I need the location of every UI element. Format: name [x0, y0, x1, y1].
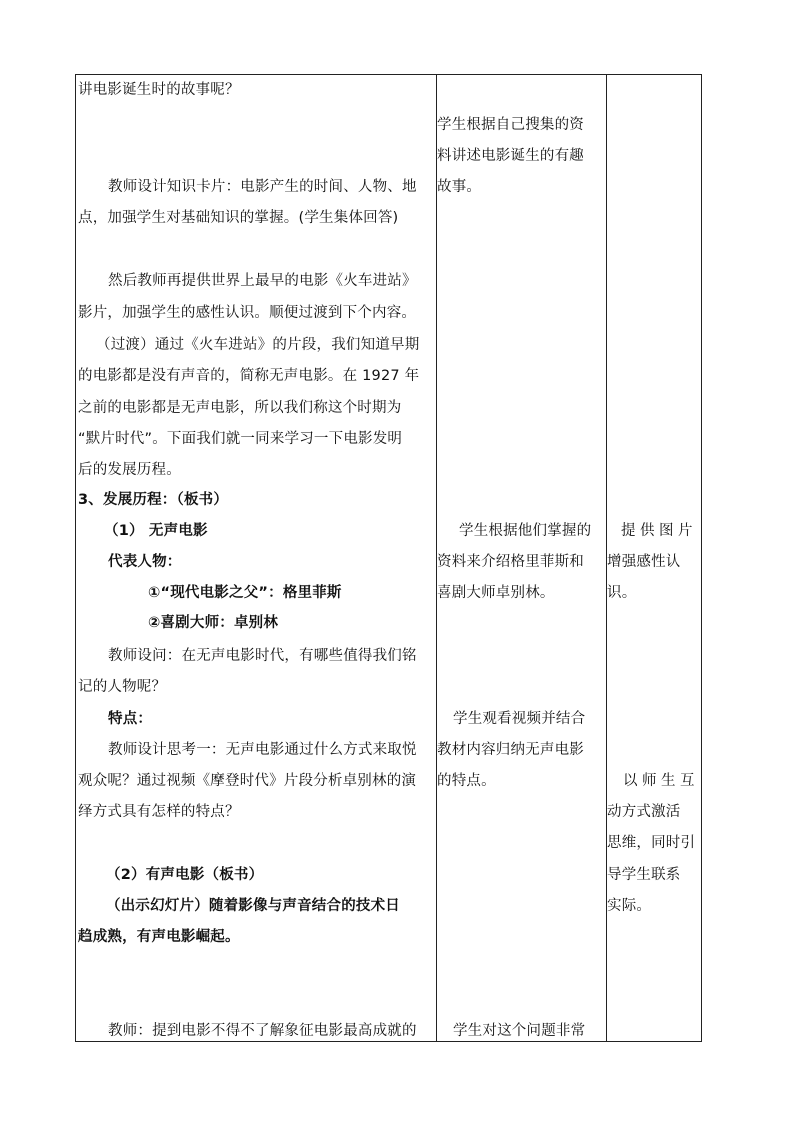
- subsection-heading: （2）有声电影（板书）: [106, 867, 264, 883]
- text-line: 代表人物：: [108, 554, 182, 570]
- text-line: 的电影都是没有声音的，简称无声电影。在 1927 年: [78, 368, 420, 384]
- text-line: （过渡）通过《火车进站》的片段，我们知道早期: [96, 337, 420, 353]
- text-line: 的特点。: [437, 773, 496, 789]
- list-item: ②喜剧大师：卓别林: [148, 615, 279, 631]
- text-line: 思维，同时引: [607, 835, 696, 851]
- text-line: 料讲述电影诞生的有趣: [437, 148, 584, 164]
- text-line: 动方式激活: [607, 804, 681, 820]
- text-line: 资料来介绍格里菲斯和: [437, 554, 584, 570]
- design-intent-column: [607, 75, 702, 1041]
- text-line: 绎方式具有怎样的特点？: [78, 804, 240, 820]
- text-line: 教师设问：在无声电影时代，有哪些值得我们铭: [108, 648, 417, 664]
- text-line: 喜剧大师卓别林。: [437, 585, 555, 601]
- text-line: 点，加强学生对基础知识的掌握。(学生集体回答): [78, 210, 399, 226]
- text-line: 特点：: [108, 711, 153, 727]
- text-line: 提供图片: [621, 523, 697, 539]
- text-line: 故事。: [437, 179, 482, 195]
- text-line: 导学生联系: [607, 867, 681, 883]
- text-line: 观众呢？通过视频《摩登时代》片段分析卓别林的演: [78, 773, 417, 789]
- text-line: 教师：提到电影不得不了解象征电影最高成就的: [108, 1023, 417, 1039]
- lesson-plan-table: [75, 74, 702, 1042]
- text-line: 以师生互: [623, 773, 699, 789]
- text-line: 实际。: [607, 898, 652, 914]
- text-line: 然后教师再提供世界上最早的电影《火车进站》: [108, 273, 417, 289]
- text-line: 讲电影诞生时的故事呢？: [78, 82, 240, 98]
- text-line: 后的发展历程。: [78, 462, 181, 478]
- text-line: 影片，加强学生的感性认识。顺便过渡到下个内容。: [78, 305, 417, 321]
- text-line: 之前的电影都是无声电影，所以我们称这个时期为: [78, 400, 402, 416]
- text-line: 记的人物呢？: [78, 679, 167, 695]
- list-item: ①“现代电影之父”：格里菲斯: [148, 585, 342, 601]
- text-line: 学生根据他们掌握的: [459, 523, 592, 539]
- text-line: “默片时代”。下面我们就一同来学习一下电影发明: [78, 431, 403, 447]
- text-line: 教师设计思考一：无声电影通过什么方式来取悦: [108, 742, 417, 758]
- text-line: （出示幻灯片）随着影像与声音结合的技术日: [106, 898, 400, 914]
- text-line: 识。: [607, 585, 637, 601]
- student-activity-column: [437, 75, 606, 1041]
- text-line: 学生观看视频并结合: [453, 711, 586, 727]
- text-line: 教材内容归纳无声电影: [437, 742, 584, 758]
- text-line: 趋成熟，有声电影崛起。: [78, 929, 240, 945]
- subsection-heading: （1） 无声电影: [104, 523, 208, 539]
- text-line: 学生对这个问题非常: [453, 1023, 586, 1039]
- teacher-activity-column: [76, 75, 436, 1041]
- text-line: 增强感性认: [607, 554, 681, 570]
- section-heading: 3、发展历程：（板书）: [78, 492, 229, 508]
- text-line: 教师设计知识卡片：电影产生的时间、人物、地: [108, 179, 417, 195]
- text-line: 学生根据自己搜集的资: [437, 117, 584, 133]
